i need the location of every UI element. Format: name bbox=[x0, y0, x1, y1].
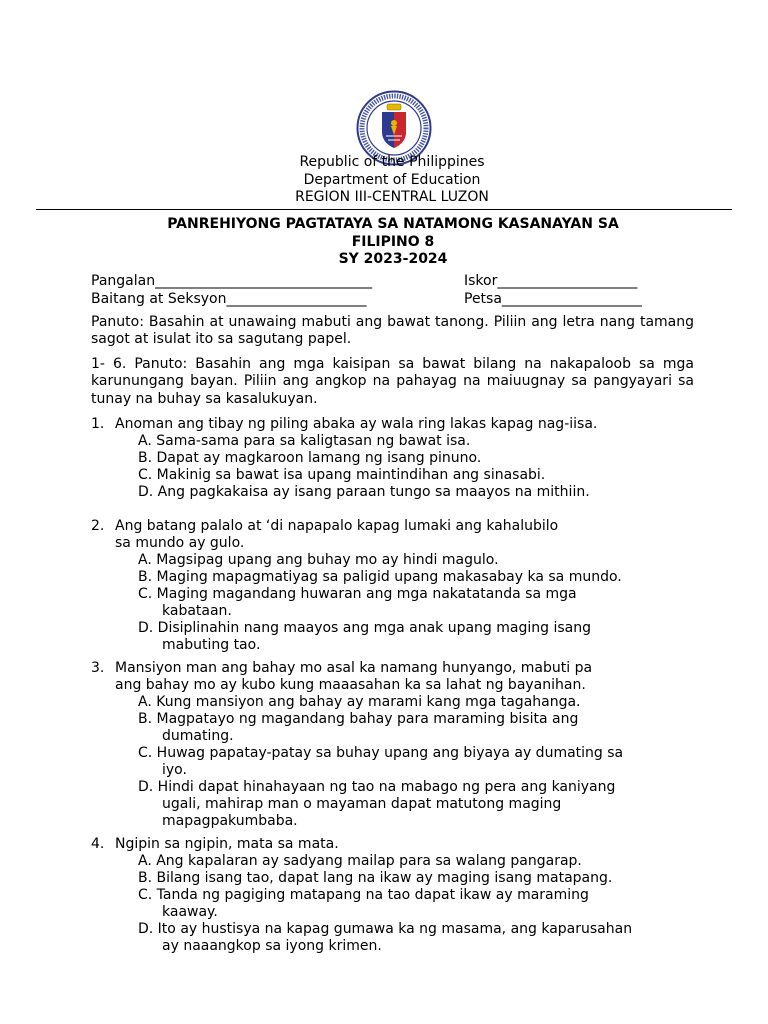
question-number: 4. bbox=[91, 836, 105, 852]
answer-option[interactable]: B. Bilang isang tao, dapat lang na ikaw ay maging isang matapang. bbox=[138, 870, 613, 886]
answer-option[interactable]: A. Sama-sama para sa kaligtasan ng bawat isa. bbox=[138, 433, 471, 449]
question-text-continued: ang bahay mo ay kubo kung maaasahan ka sa lahat ng bayanihan. bbox=[115, 677, 586, 693]
answer-option[interactable]: C. Tanda ng pagiging matapang na tao dapat ikaw ay maraming bbox=[138, 887, 589, 903]
name-field[interactable]: Pangalan_______________________________ bbox=[91, 273, 373, 289]
answer-option[interactable]: C. Maging magandang huwaran ang mga nakatatanda sa mga bbox=[138, 586, 577, 602]
title-line-1: PANREHIYONG PAGTATAYA SA NATAMONG KASANAYAN SA bbox=[167, 216, 619, 232]
answer-option[interactable]: B. Maging mapagmatiyag sa paligid upang makasabay ka sa mundo. bbox=[138, 569, 622, 585]
question-stem bbox=[91, 836, 339, 853]
answer-option[interactable]: D. Ang pagkakaisa ay isang paraan tungo sa maayos na mithiin. bbox=[138, 484, 590, 500]
answer-option-continued: iyo. bbox=[162, 762, 187, 778]
answer-option-continued: mabuting tao. bbox=[162, 637, 261, 653]
question-stem bbox=[91, 416, 597, 433]
issuing-office bbox=[0, 154, 768, 207]
header-republic: Republic of the Philippines bbox=[299, 154, 485, 170]
header-divider bbox=[36, 209, 732, 210]
question-number: 1. bbox=[91, 416, 105, 432]
question-text: Ang batang palalo at ‘di napapalo kapag lumaki ang kahalubilo bbox=[115, 518, 559, 534]
answer-option-continued: kabataan. bbox=[162, 603, 232, 619]
answer-option[interactable]: B. Dapat ay magkaroon lamang ng isang pinuno. bbox=[138, 450, 482, 466]
answer-option-continued: ugali, mahirap man o mayaman dapat matutong maging bbox=[162, 796, 562, 812]
header-department: Department of Education bbox=[303, 171, 481, 188]
section-field[interactable]: Baitang at Seksyon____________________ bbox=[91, 291, 367, 307]
question-number: 2. bbox=[91, 518, 105, 534]
question-text: Ngipin sa ngipin, mata sa mata. bbox=[115, 836, 339, 852]
answer-option[interactable]: A. Kung mansiyon ang bahay ay marami kang mga tagahanga. bbox=[138, 694, 581, 710]
question-stem bbox=[91, 518, 558, 535]
part1-instructions: 1- 6. Panuto: Basahin ang mga kaisipan sa bawat bilang na nakapaloob sa mga karunungang bayan. Piliin ang angkop na pahayag na maiuugnay sa pangyayari sa tunay na buhay sa kasalukuyan. bbox=[91, 356, 694, 407]
score-field[interactable]: Iskor____________________ bbox=[464, 273, 638, 289]
answer-option[interactable]: A. Magsipag upang ang buhay mo ay hindi magulo. bbox=[138, 552, 499, 568]
general-instructions: Panuto: Basahin at unawaing mabuti ang bawat tanong. Piliin ang letra nang tamang sagot at isulat ito sa sagutang papel. bbox=[91, 314, 694, 348]
answer-option-continued: dumating. bbox=[162, 728, 234, 744]
question-text: Mansiyon man ang bahay mo asal ka namang hunyango, mabuti pa bbox=[115, 660, 593, 676]
answer-option[interactable]: D. Disiplinahin nang maayos ang mga anak upang maging isang bbox=[138, 620, 591, 636]
question-number: 3. bbox=[91, 660, 105, 676]
date-field[interactable]: Petsa____________________ bbox=[464, 291, 642, 307]
question-text-continued: sa mundo ay gulo. bbox=[115, 535, 245, 551]
header-region: REGION III-CENTRAL LUZON bbox=[295, 189, 489, 205]
answer-option[interactable]: D. Ito ay hustisya na kapag gumawa ka ng masama, ang kaparusahan bbox=[138, 921, 633, 937]
question-text: Anoman ang tibay ng piling abaka ay wala ring lakas kapag nag-iisa. bbox=[115, 416, 598, 432]
answer-option-continued: kaaway. bbox=[162, 904, 218, 920]
title-line-2: FILIPINO 8 bbox=[351, 233, 435, 250]
answer-option-continued: ay naaangkop sa iyong krimen. bbox=[162, 938, 382, 954]
answer-option[interactable]: B. Magpatayo ng magandang bahay para maraming bisita ang bbox=[138, 711, 579, 727]
answer-option[interactable]: C. Makinig sa bawat isa upang maintindihan ang sinasabi. bbox=[138, 467, 546, 483]
answer-option[interactable]: D. Hindi dapat hinahayaan ng tao na mabago ng pera ang kaniyang bbox=[138, 779, 616, 795]
test-title bbox=[0, 216, 768, 269]
answer-option[interactable]: A. Ang kapalaran ay sadyang mailap para sa walang pangarap. bbox=[138, 853, 582, 869]
answer-option[interactable]: C. Huwag papatay-patay sa buhay upang ang biyaya ay dumating sa bbox=[138, 745, 624, 761]
title-line-3: SY 2023-2024 bbox=[338, 251, 448, 267]
question-stem bbox=[91, 660, 592, 677]
answer-option-continued: mapagpakumbaba. bbox=[162, 813, 298, 829]
